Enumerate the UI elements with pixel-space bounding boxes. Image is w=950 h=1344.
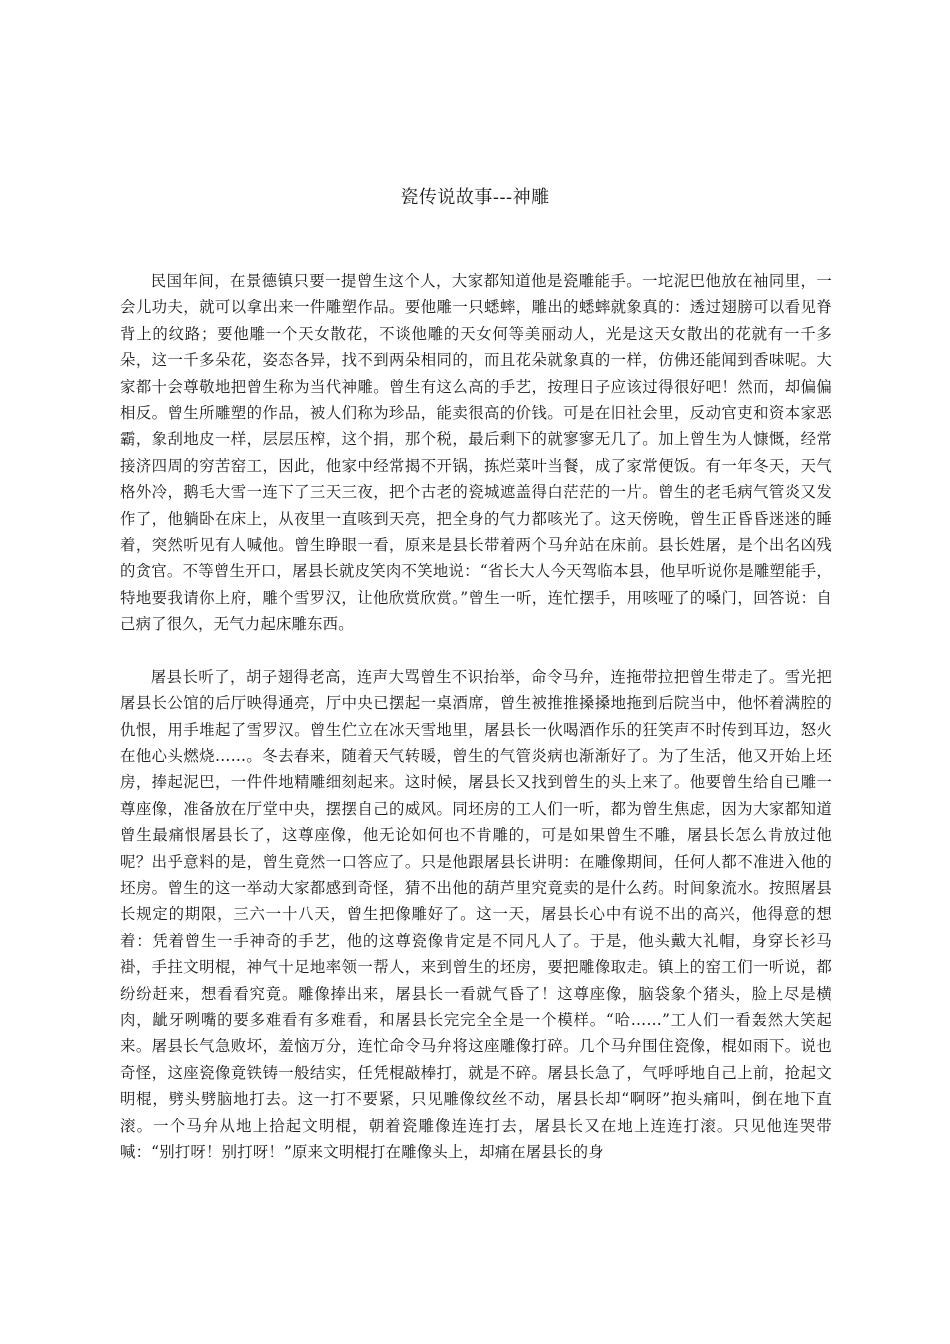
document-body [120,268,832,1191]
paragraph-2: 屠县长听了，胡子翅得老高，连声大骂曾生不识抬举，命令马弁，连拖带拉把曾生带走了。雪光把屠县长公馆的后厅映得通亮，厅中央已摆起一桌酒席，曾生被推推搡搡地拖到后院当中，他怀着满腔的仇恨，用手堆起了雪罗汉。曾生伫立在冰天雪地里，屠县长一伙喝酒作乐的狂笑声不时传到耳边，怒火在他心头燃烧……。冬去春来，随着天气转暖，曾生的气管炎病也渐渐好了。为了生活，他又开始上坯房，捧起泥巴，一件件地精雕细刻起来。这时候，屠县长又找到曾生的头上来了。他要曾生给自已雕一尊座像，准备放在厅堂中央，摆摆自己的威风。同坯房的工人们一听，都为曾生焦虑，因为大家都知道曾生最痛恨屠县长了，这尊座像，他无论如何也不肯雕的，可是如果曾生不雕，屠县长怎么肯放过他呢？出乎意料的是，曾生竟然一口答应了。只是他跟屠县长讲明：在雕像期间，任何人都不准进入他的坯房。曾生的这一举动大家都感到奇怪，猜不出他的葫芦里究竟卖的是什么药。时间象流水。按照屠县长规定的期限，三六一十八天，曾生把像雕好了。这一天，屠县长心中有说不出的高兴，他得意的想着：凭着曾生一手神奇的手艺，他的这尊瓷像肯定是不同凡人了。于是，他头戴大礼帽，身穿长衫马褂，手拄文明棍，神气十足地率领一帮人，来到曾生的坯房，要把雕像取走。镇上的窑工们一听说，都纷纷赶来，想看看究竟。雕像捧出来，屠县长一看就气昏了！这尊座像，脑袋象个猪头，脸上尽是横肉，龇牙咧嘴的要多难看有多难看，和屠县长完完全全是一个模样。“哈……”工人们一看轰然大笑起来。屠县长气急败坏，羞恼万分，连忙命令马弁将这座雕像打碎。几个马弁围住瓷像，棍如雨下。说也奇怪，这座瓷像竟铁铸一般结实，任凭棍敲棒打，就是不碎。屠县长急了，气呼呼地自己上前，抢起文明棍，劈头劈脑地打去。这一打不要紧，只见雕像纹丝不动，屠县长却“啊呀”抱头痛叫，倒在地下直滚。一个马弁从地上拾起文明棍，朝着瓷雕像连连打去，屠县长又在地上连连打滚。只见他连哭带喊：“别打呀！别打呀！”原来文明棍打在雕像头上，却痛在屠县长的身 [120,667,832,1161]
paragraph-1: 民国年间，在景德镇只要一提曾生这个人，大家都知道他是瓷雕能手。一坨泥巴他放在袖同里，一会儿功夫，就可以拿出来一件雕塑作品。要他雕一只蟋蟀，雕出的蟋蟀就象真的：透过翅膀可以看见脊背上的纹路；要他雕一个天女散花，不谈他雕的天女何等美丽动人，光是这天女散出的花就有一千多朵，这一千多朵花，姿态各异，找不到两朵相同的，而且花朵就象真的一样，仿佛还能闻到香味呢。大家都十会尊敬地把曾生称为当代神雕。曾生有这么高的手艺，按理日子应该过得很好吧！然而，却偏偏相反。曾生所雕塑的作品，被人们称为珍品，能卖很高的价钱。可是在旧社会里，反动官吏和资本家恶霸，象刮地皮一样，层层压榨，这个捐，那个税，最后剩下的就寥寥无几了。加上曾生为人慷慨，经常接济四周的穷苦窑工，因此，他家中经常揭不开锅，拣烂菜叶当餐，成了家常便饭。有一年冬天，天气格外冷，鹅毛大雪一连下了三天三夜，把个古老的瓷城遮盖得白茫茫的一片。曾生的老毛病气管炎又发作了，他躺卧在床上，从夜里一直咳到天亮，把全身的气力都咳光了。这天傍晚，曾生正昏昏迷迷的睡着，突然听见有人喊他。曾生睁眼一看，原来是县长带着两个马弁站在床前。县长姓屠，是个出名凶残的贪官。不等曾生开口，屠县长就皮笑肉不笑地说：“省长大人今天驾临本县，他早听说你是雕塑能手，特地要我请你上府，雕个雪罗汉，让他欣赏欣赏。”曾生一听，连忙摆手，用咳哑了的嗓门，回答说：自己病了很久，无气力起床雕东西。 [120,272,832,634]
document-title: 瓷传说故事---神雕 [400,187,550,208]
